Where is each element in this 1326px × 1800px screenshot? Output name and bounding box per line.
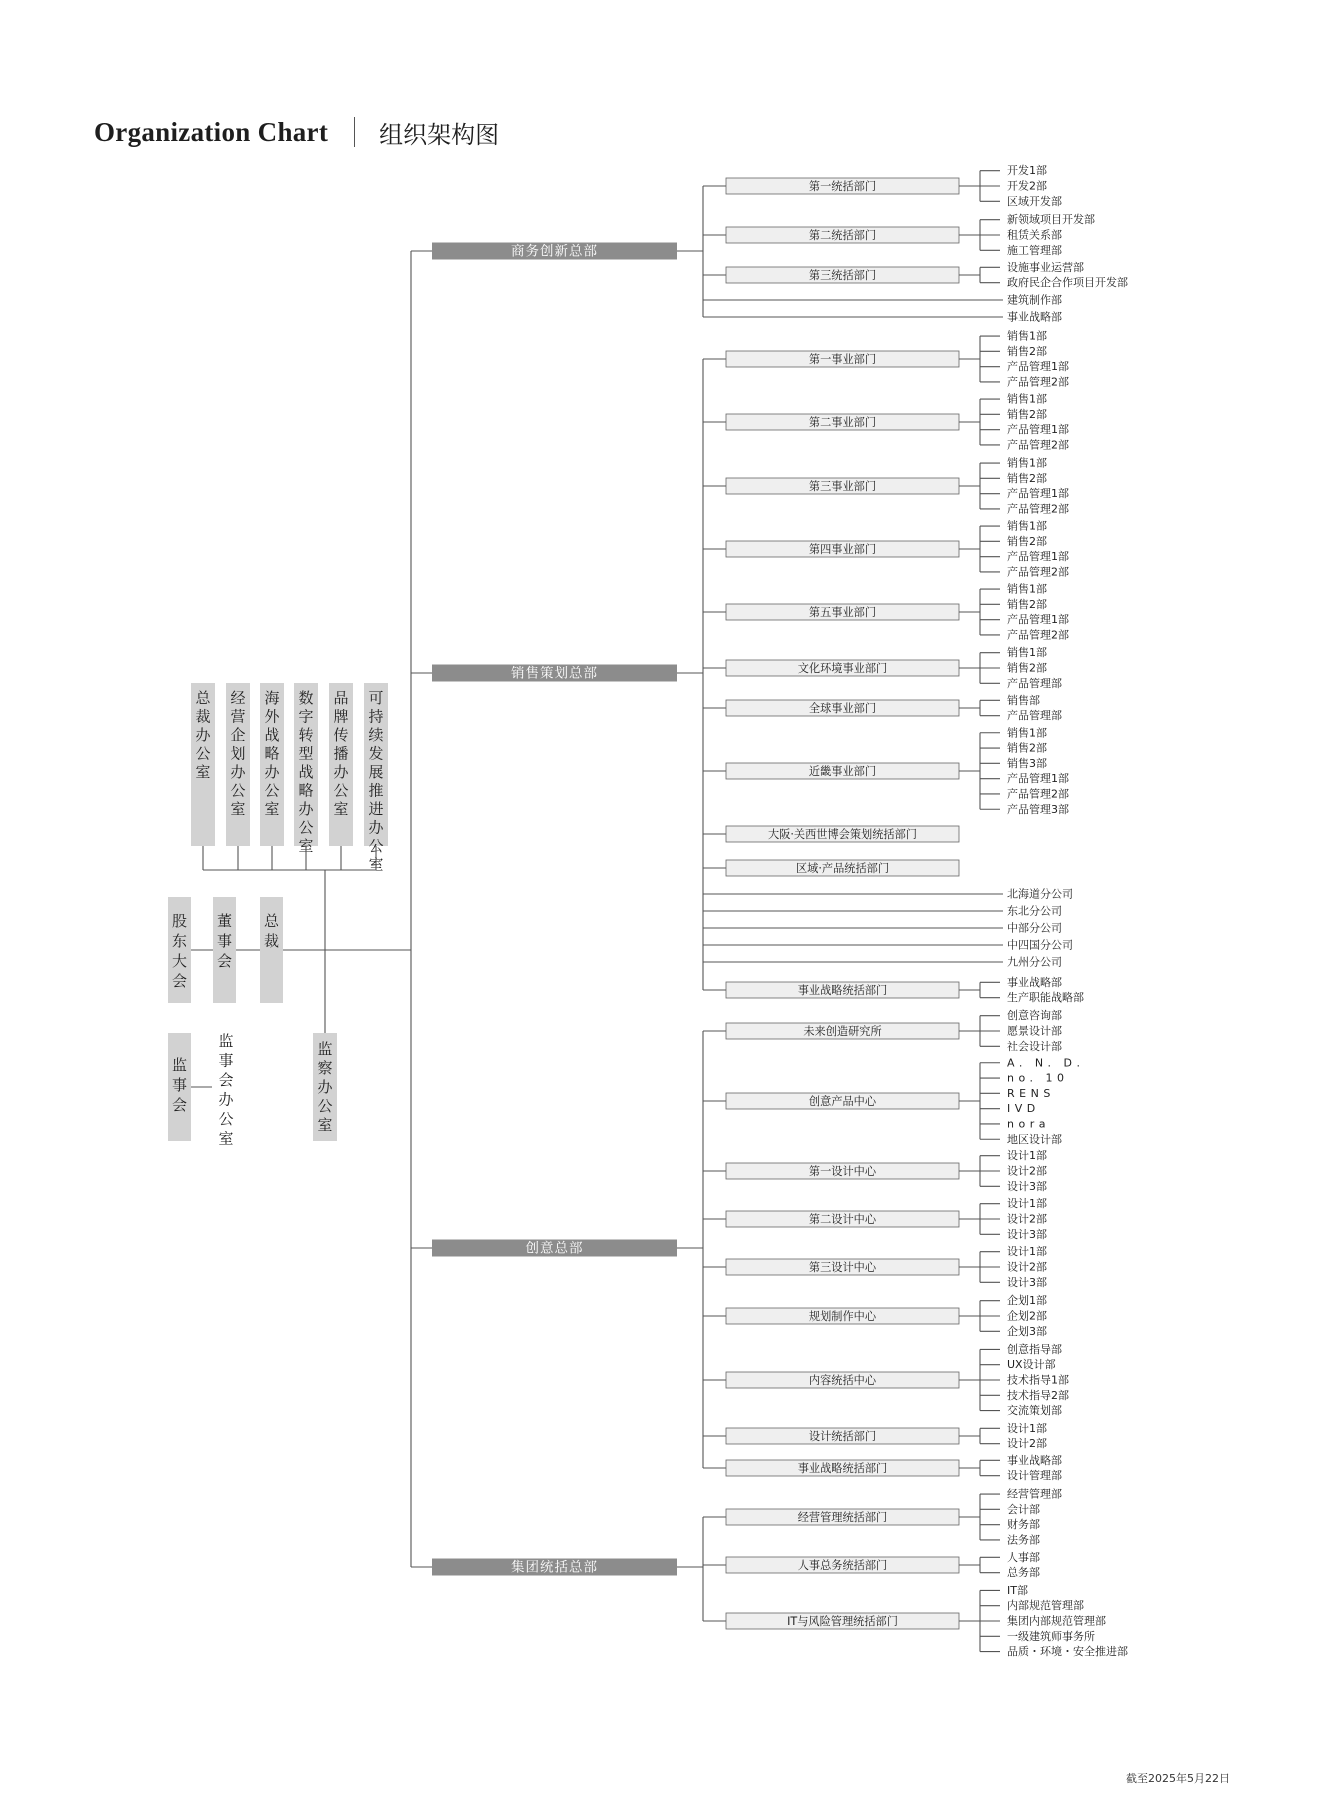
dept-label: 内容统括中心 xyxy=(808,1374,877,1387)
sub-unit-label: 生产职能战略部 xyxy=(1007,991,1084,1005)
sub-unit-label: 财务部 xyxy=(1007,1518,1040,1532)
auditors-office-label-char: 室 xyxy=(218,1129,234,1148)
auditors-office-label-char: 事 xyxy=(218,1051,234,1070)
sub-unit-label: 设计1部 xyxy=(1007,1421,1047,1435)
president-box-label-char: 总 xyxy=(263,912,280,930)
sub-unit-label: 企划1部 xyxy=(1007,1294,1047,1308)
office-label-char: 总 xyxy=(195,689,211,707)
sub-unit-label: 创意咨询部 xyxy=(1007,1009,1062,1023)
direct-unit-label: 中部分公司 xyxy=(1007,921,1062,935)
dept-label: 第三统括部门 xyxy=(808,269,877,282)
direct-unit-label: 九州分公司 xyxy=(1007,955,1062,969)
sub-unit-label: 集团内部规范管理部 xyxy=(1007,1614,1106,1628)
sub-unit-label: 产品管理1部 xyxy=(1007,613,1069,627)
dept-label: 经营管理统括部门 xyxy=(797,1511,888,1524)
office-label-char: 室 xyxy=(368,855,384,874)
sub-unit-label: 地区设计部 xyxy=(1007,1132,1062,1146)
direct-unit-label: 事业战略部 xyxy=(1007,310,1062,324)
auditors-office-label-char: 会 xyxy=(218,1071,234,1089)
inspection-office-label-char: 监 xyxy=(317,1040,333,1058)
hq-label: 创意总部 xyxy=(525,1240,584,1257)
office-label-char: 办 xyxy=(195,726,211,744)
auditors-label-char: 会 xyxy=(171,1096,188,1114)
dept-label: 第一事业部门 xyxy=(808,353,877,366)
auditors-office-label-char: 办 xyxy=(218,1090,234,1109)
sub-unit-label: 内部规范管理部 xyxy=(1007,1599,1084,1613)
office-label-char: 企 xyxy=(230,726,246,744)
sub-unit-label: 交流策划部 xyxy=(1007,1404,1062,1418)
sub-unit-label: 销售2部 xyxy=(1007,471,1047,485)
auditors-label-char: 事 xyxy=(171,1076,188,1094)
sub-unit-label: 技术指导2部 xyxy=(1007,1388,1069,1402)
sub-unit-label: UX设计部 xyxy=(1007,1358,1056,1372)
office-label-char: 室 xyxy=(333,800,349,818)
office-label xyxy=(333,689,349,818)
hq-label: 集团统括总部 xyxy=(511,1559,598,1576)
office-label-char: 营 xyxy=(230,707,246,726)
hq-label: 商务创新总部 xyxy=(511,243,598,260)
sub-unit-label: nora xyxy=(1007,1117,1050,1131)
office-label xyxy=(230,689,246,818)
sub-unit-label: IVD xyxy=(1007,1102,1040,1116)
dept-label: 设计统括部门 xyxy=(808,1430,877,1443)
sub-unit-label: 产品管理2部 xyxy=(1007,628,1069,642)
sub-unit-label: 技术指导1部 xyxy=(1007,1373,1069,1387)
sub-unit-label: 产品管理2部 xyxy=(1007,438,1069,452)
auditors-label-char: 监 xyxy=(171,1056,188,1074)
sub-unit-label: 企划3部 xyxy=(1007,1324,1047,1338)
office-label-char: 划 xyxy=(230,744,246,763)
office-label-char: 办 xyxy=(298,800,314,818)
office-label-char: 公 xyxy=(333,781,349,800)
auditors-office-label-char: 公 xyxy=(218,1110,234,1128)
direct-unit-label: 东北分公司 xyxy=(1007,904,1062,918)
sub-unit-label: 产品管理2部 xyxy=(1007,502,1069,516)
president-box-label-char: 裁 xyxy=(263,932,280,950)
shareholders-box-label-char: 东 xyxy=(171,932,188,950)
sub-unit-label: 设计1部 xyxy=(1007,1149,1047,1163)
sub-unit-label: 产品管理3部 xyxy=(1007,802,1069,816)
inspection-office-label-char: 公 xyxy=(317,1097,333,1115)
shareholders-box-label-char: 大 xyxy=(171,952,188,970)
sub-unit-label: 设计1部 xyxy=(1007,1245,1047,1259)
office-label-char: 公 xyxy=(264,781,280,800)
sub-unit-label: 开发2部 xyxy=(1007,179,1047,193)
sub-unit-label: 产品管理2部 xyxy=(1007,787,1069,801)
sub-unit-label: 设计1部 xyxy=(1007,1197,1047,1211)
dept-label: 第二事业部门 xyxy=(808,416,877,429)
dept-label: 区域·产品统括部门 xyxy=(795,862,890,875)
sub-unit-label: 设计3部 xyxy=(1007,1275,1047,1289)
office-label-char: 裁 xyxy=(195,707,211,726)
sub-unit-label: 销售1部 xyxy=(1007,519,1047,533)
board-box-label-char: 董 xyxy=(216,912,233,930)
shareholders-box-label-char: 股 xyxy=(171,912,188,930)
sub-unit-label: 租赁关系部 xyxy=(1007,228,1062,242)
office-label-char: 牌 xyxy=(333,707,349,726)
sub-unit-label: 销售2部 xyxy=(1007,597,1047,611)
dept-label: 近畿事业部门 xyxy=(808,765,877,778)
office-label-char: 办 xyxy=(230,763,246,781)
office-label-char: 室 xyxy=(298,837,314,855)
sub-unit-label: 施工管理部 xyxy=(1007,243,1062,257)
sub-unit-label: 销售2部 xyxy=(1007,344,1047,358)
sub-unit-label: 产品管理部 xyxy=(1007,676,1062,690)
office-label xyxy=(195,689,211,781)
sub-unit-label: 销售部 xyxy=(1007,693,1040,707)
dept-label: 大阪·关西世博会策划统括部门 xyxy=(768,828,917,841)
sub-unit-label: 开发1部 xyxy=(1007,164,1047,178)
office-label-char: 推 xyxy=(368,781,384,800)
sub-unit-label: 社会设计部 xyxy=(1007,1039,1062,1053)
sub-unit-label: 设计3部 xyxy=(1007,1179,1047,1193)
sub-unit-label: 销售1部 xyxy=(1007,329,1047,343)
sub-unit-label: 会计部 xyxy=(1007,1502,1040,1516)
direct-unit-label: 北海道分公司 xyxy=(1007,887,1073,901)
sub-unit-label: 产品管理2部 xyxy=(1007,375,1069,389)
office-label xyxy=(368,689,384,874)
inspection-office-label-char: 室 xyxy=(317,1116,333,1134)
sub-unit-label: 愿景设计部 xyxy=(1007,1024,1062,1038)
auditors-office-label xyxy=(218,1032,234,1148)
sub-unit-label: 事业战略部 xyxy=(1007,1453,1062,1467)
office-label-char: 略 xyxy=(298,781,314,800)
office-label-char: 可 xyxy=(368,689,384,707)
office-label-char: 品 xyxy=(333,689,349,707)
office-label-char: 型 xyxy=(298,744,314,763)
office-label-char: 办 xyxy=(333,763,349,781)
title-zh: 组织架构图 xyxy=(379,120,500,149)
office-label xyxy=(298,689,314,855)
dept-label: 第二设计中心 xyxy=(808,1213,877,1226)
dept-label: IT与风险管理统括部门 xyxy=(787,1615,898,1628)
sub-unit-label: 创意指导部 xyxy=(1007,1342,1062,1356)
office-label-char: 字 xyxy=(298,707,314,726)
office-label-char: 展 xyxy=(368,763,384,781)
sub-unit-label: 销售2部 xyxy=(1007,534,1047,548)
sub-unit-label: 品质・环境・安全推进部 xyxy=(1007,1645,1128,1659)
dept-label: 创意产品中心 xyxy=(808,1095,877,1108)
sub-unit-label: 产品管理部 xyxy=(1007,709,1062,723)
sub-unit-label: 法务部 xyxy=(1007,1533,1040,1547)
sub-unit-label: 设计管理部 xyxy=(1007,1469,1062,1483)
office-label-char: 战 xyxy=(264,726,280,744)
board-box-label xyxy=(217,912,232,970)
sub-unit-label: 企划2部 xyxy=(1007,1309,1047,1323)
office-label-char: 公 xyxy=(195,744,211,763)
dept-label: 第三设计中心 xyxy=(808,1261,877,1274)
office-label-char: 战 xyxy=(298,763,314,781)
dept-label: 第三事业部门 xyxy=(808,480,877,493)
office-label-char: 持 xyxy=(368,707,384,726)
sub-unit-label: 设计2部 xyxy=(1007,1437,1047,1451)
sub-unit-label: 销售2部 xyxy=(1007,407,1047,421)
dept-label: 第一统括部门 xyxy=(808,180,877,193)
office-label-char: 海 xyxy=(264,689,280,707)
dept-label: 第一设计中心 xyxy=(808,1165,877,1178)
sub-unit-label: 销售3部 xyxy=(1007,756,1047,770)
office-label-char: 公 xyxy=(368,837,384,855)
dept-label: 第四事业部门 xyxy=(808,543,877,556)
sub-unit-label: 一级建筑师事务所 xyxy=(1007,1629,1095,1643)
title-en: Organization Chart xyxy=(94,116,329,147)
office-label-char: 发 xyxy=(368,744,384,763)
office-label-char: 经 xyxy=(230,689,246,707)
direct-unit-label: 建筑制作部 xyxy=(1007,293,1062,307)
sub-unit-label: 销售1部 xyxy=(1007,392,1047,406)
sub-unit-label: 政府民企合作项目开发部 xyxy=(1007,276,1128,290)
hq-label: 销售策划总部 xyxy=(511,665,598,682)
sub-unit-label: 人事部 xyxy=(1007,1550,1040,1564)
sub-unit-label: RENS xyxy=(1007,1086,1055,1100)
sub-unit-label: 总务部 xyxy=(1007,1566,1040,1580)
dept-label: 人事总务统括部门 xyxy=(797,1559,888,1572)
sub-unit-label: 产品管理1部 xyxy=(1007,487,1069,501)
office-label xyxy=(264,689,280,818)
sub-unit-label: 设计2部 xyxy=(1007,1164,1047,1178)
sub-unit-label: 销售1部 xyxy=(1007,726,1047,740)
sub-unit-label: 销售1部 xyxy=(1007,582,1047,596)
office-label-char: 进 xyxy=(368,800,384,818)
sub-unit-label: 设计2部 xyxy=(1007,1260,1047,1274)
board-box-label-char: 会 xyxy=(216,952,233,970)
office-label-char: 续 xyxy=(368,726,384,744)
shareholders-box-label-char: 会 xyxy=(171,972,188,990)
sub-unit-label: 产品管理1部 xyxy=(1007,550,1069,564)
office-label-char: 传 xyxy=(333,726,349,744)
sub-unit-label: 销售2部 xyxy=(1007,661,1047,675)
inspection-office-label xyxy=(317,1040,333,1134)
office-label-char: 室 xyxy=(195,763,211,781)
board-box-label-char: 事 xyxy=(216,932,233,950)
dept-label: 全球事业部门 xyxy=(808,702,877,715)
inspection-office-label-char: 察 xyxy=(317,1059,333,1077)
office-label-char: 略 xyxy=(264,744,280,763)
direct-unit-label: 中四国分公司 xyxy=(1007,938,1073,952)
sub-unit-label: 产品管理1部 xyxy=(1007,772,1069,786)
as-of-date: 截至2025年5月22日 xyxy=(1126,1772,1230,1785)
office-label-char: 办 xyxy=(264,763,280,781)
office-label-char: 办 xyxy=(368,818,384,837)
sub-unit-label: 区域开发部 xyxy=(1007,194,1062,208)
office-label-char: 数 xyxy=(298,689,314,707)
office-label-char: 公 xyxy=(298,818,314,837)
office-label-char: 外 xyxy=(264,707,280,726)
sub-unit-label: 产品管理1部 xyxy=(1007,423,1069,437)
sub-unit-label: 产品管理2部 xyxy=(1007,565,1069,579)
office-label-char: 公 xyxy=(230,781,246,800)
sub-unit-label: 产品管理1部 xyxy=(1007,360,1069,374)
office-label-char: 室 xyxy=(264,800,280,818)
office-label-char: 室 xyxy=(230,800,246,818)
auditors-label xyxy=(172,1056,187,1114)
inspection-office-label-char: 办 xyxy=(317,1078,333,1096)
sub-unit-label: 经营管理部 xyxy=(1007,1487,1062,1501)
dept-label: 事业战略统括部门 xyxy=(797,1462,888,1475)
sub-unit-label: 设施事业运营部 xyxy=(1007,260,1084,274)
dept-label: 第二统括部门 xyxy=(808,229,877,242)
office-label-char: 播 xyxy=(333,744,349,763)
dept-label: 规划制作中心 xyxy=(808,1310,877,1323)
sub-unit-label: 设计2部 xyxy=(1007,1212,1047,1226)
office-label-char: 转 xyxy=(298,726,314,744)
sub-unit-label: A. N. D. xyxy=(1007,1056,1085,1070)
dept-label: 第五事业部门 xyxy=(808,606,877,619)
sub-unit-label: 事业战略部 xyxy=(1007,975,1062,989)
sub-unit-label: 销售1部 xyxy=(1007,646,1047,660)
sub-unit-label: 设计3部 xyxy=(1007,1227,1047,1241)
dept-label: 事业战略统括部门 xyxy=(797,984,888,997)
sub-unit-label: 销售1部 xyxy=(1007,456,1047,470)
auditors-office-label-char: 监 xyxy=(218,1032,234,1050)
dept-label: 未来创造研究所 xyxy=(803,1025,882,1038)
sub-unit-label: IT部 xyxy=(1007,1583,1028,1597)
sub-unit-label: no. 10 xyxy=(1007,1071,1069,1085)
dept-label: 文化环境事业部门 xyxy=(797,662,888,675)
sub-unit-label: 新领域项目开发部 xyxy=(1007,213,1095,227)
sub-unit-label: 销售2部 xyxy=(1007,741,1047,755)
